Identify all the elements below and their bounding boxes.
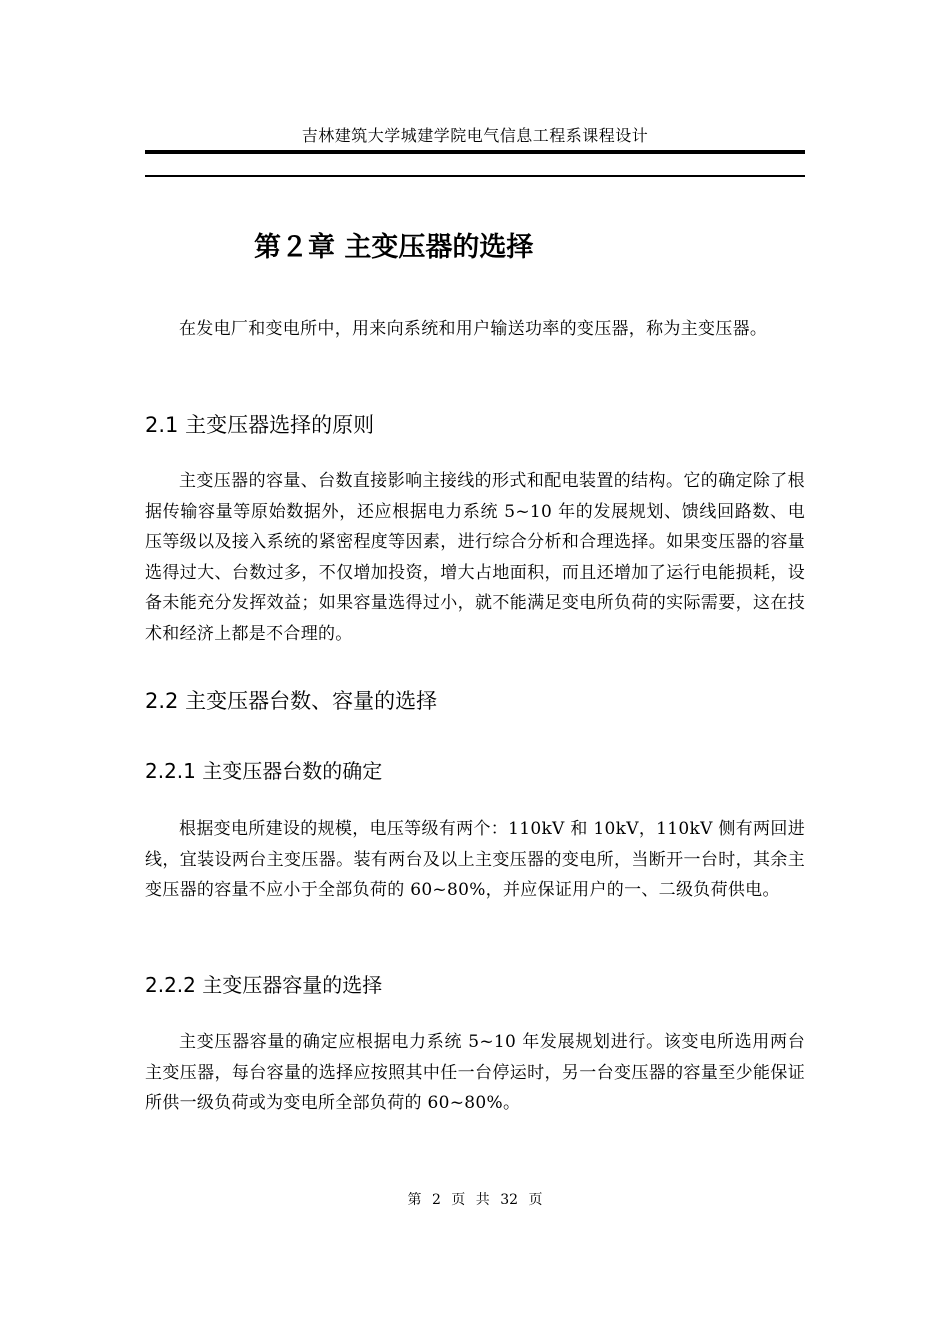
section-heading-2-2-1: 2.2.1 主变压器台数的确定 — [145, 759, 383, 783]
section-2-2-2-paragraph: 主变压器容量的确定应根据电力系统 5~10 年发展规划进行。该变电所选用两台主变压器，每台容量的选择应按照其中任一台停运时，另一台变压器的容量至少能保证所供一级负荷或为变电所全部负荷的 60~80%。 — [145, 1032, 805, 1113]
section-heading-2-2-2: 2.2.2 主变压器容量的选择 — [145, 973, 383, 997]
section-2-1-paragraph: 主变压器的容量、台数直接影响主接线的形式和配电装置的结构。它的确定除了根据传输容量等原始数据外，还应根据电力系统 5~10 年的发展规划、馈线回路数、电压等级以及接入系统的紧密程度等因素，进行综合分析和合理选择。如果变压器的容量选得过大、台数过多，不仅增加投资，增大占地面积，而且还增加了运行电能损耗，设备未能充分发挥效益；如果容量选得过小，就不能满足变电所负荷的实际需要，这在技术和经济上都是不合理的。 — [145, 471, 805, 644]
chapter-title: 第２章 主变压器的选择 — [254, 232, 534, 263]
page-header-title: 吉林建筑大学城建学院电气信息工程系课程设计 — [301, 126, 649, 145]
header-rule-thick — [145, 150, 805, 154]
section-heading-2-2: 2.2 主变压器台数、容量的选择 — [145, 689, 438, 713]
header-rule-thin — [145, 175, 805, 177]
section-heading-2-1: 2.1 主变压器选择的原则 — [145, 413, 375, 437]
section-2-2-1-paragraph: 根据变电所建设的规模，电压等级有两个：110kV 和 10kV，110kV 侧有两回进线，宜装设两台主变压器。装有两台及以上主变压器的变电所，当断开一台时，其余主变压器的容量不应小于全部负荷的 60~80%，并应保证用户的一、二级负荷供电。 — [145, 819, 805, 900]
intro-paragraph: 在发电厂和变电所中，用来向系统和用户输送功率的变压器，称为主变压器。 — [179, 319, 768, 339]
page-number-footer: 第 2 页 共 32 页 — [407, 1192, 543, 1208]
